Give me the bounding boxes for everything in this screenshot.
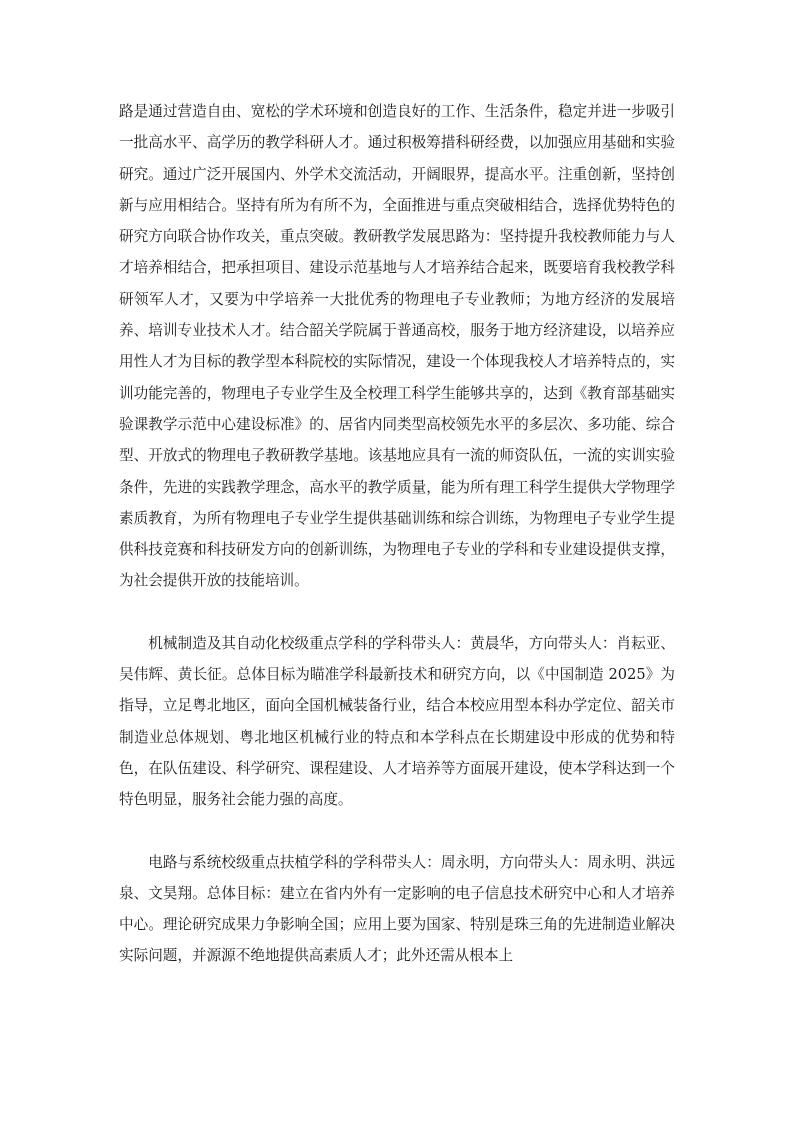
document-body: [119, 96, 675, 972]
paragraph-development-approach: 路是通过营造自由、宽松的学术环境和创造良好的工作、生活条件，稳定并进一步吸引一批高水平、高学历的教学科研人才。通过积极筹措科研经费，以加强应用基础和实验研究。通过广泛开展国内、外学术交流活动，开阔眼界，提高水平。注重创新，坚持创新与应用相结合。坚持有所为有所不为，全面推进与重点突破相结合，选择优势特色的研究方向联合协作攻关，重点突破。教研教学发展思路为：坚持提升我校教师能力与人才培养相结合，把承担项目、建设示范基地与人才培养结合起来，既要培育我校教学科研领军人才，又要为中学培养一大批优秀的物理电子专业教师；为地方经济的发展培养、培训专业技术人才。结合韶关学院属于普通高校，服务于地方经济建设，以培养应用性人才为目标的教学型本科院校的实际情况，建设一个体现我校人才培养特点的，实训功能完善的，物理电子专业学生及全校理工科学生能够共享的，达到《教育部基础实验课教学示范中心建设标准》的、居省内同类型高校领先水平的多层次、多功能、综合型、开放式的物理电子教研教学基地。该基地应具有一流的师资队伍，一流的实训实验条件，先进的实践教学理念，高水平的教学质量，能为所有理工科学生提供大学物理学素质教育，为所有物理电子专业学生提供基础训练和综合训练，为物理电子专业学生提供科技竞赛和科技研发方向的创新训练，为物理电子专业的学科和专业建设提供支撑，为社会提供开放的技能培训。: [119, 103, 675, 590]
paragraph-gap: [119, 597, 675, 628]
paragraph-mechanical-engineering-discipline: 机械制造及其自动化校级重点学科的学科带头人：黄晨华，方向带头人：肖耘亚、吴伟辉、黄长征。总体目标为瞄准学科最新技术和研究方向，以《中国制造 2025》为指导，立足粤北地区，面向全国机械装备行业，结合本校应用型本科办学定位、韶关市制造业总体规划、粤北地区机械行业的特点和本学科点在长期建设中形成的优势和特色，在队伍建设、科学研究、课程建设、人才培养等方面展开建设，使本学科达到一个特色明显，服务社会能力强的高度。: [119, 634, 675, 809]
paragraph-circuits-systems-discipline: 电路与系统校级重点扶植学科的学科带头人：周永明，方向带头人：周永明、洪远泉、文昊翔。总体目标：建立在省内外有一定影响的电子信息技术研究中心和人才培养中心。理论研究成果力争影响全国；应用上要为国家、特别是珠三角的先进制造业解决实际问题，并源源不绝地提供高素质人才；此外还需从根本上: [119, 853, 675, 965]
paragraph-gap: [119, 816, 675, 847]
